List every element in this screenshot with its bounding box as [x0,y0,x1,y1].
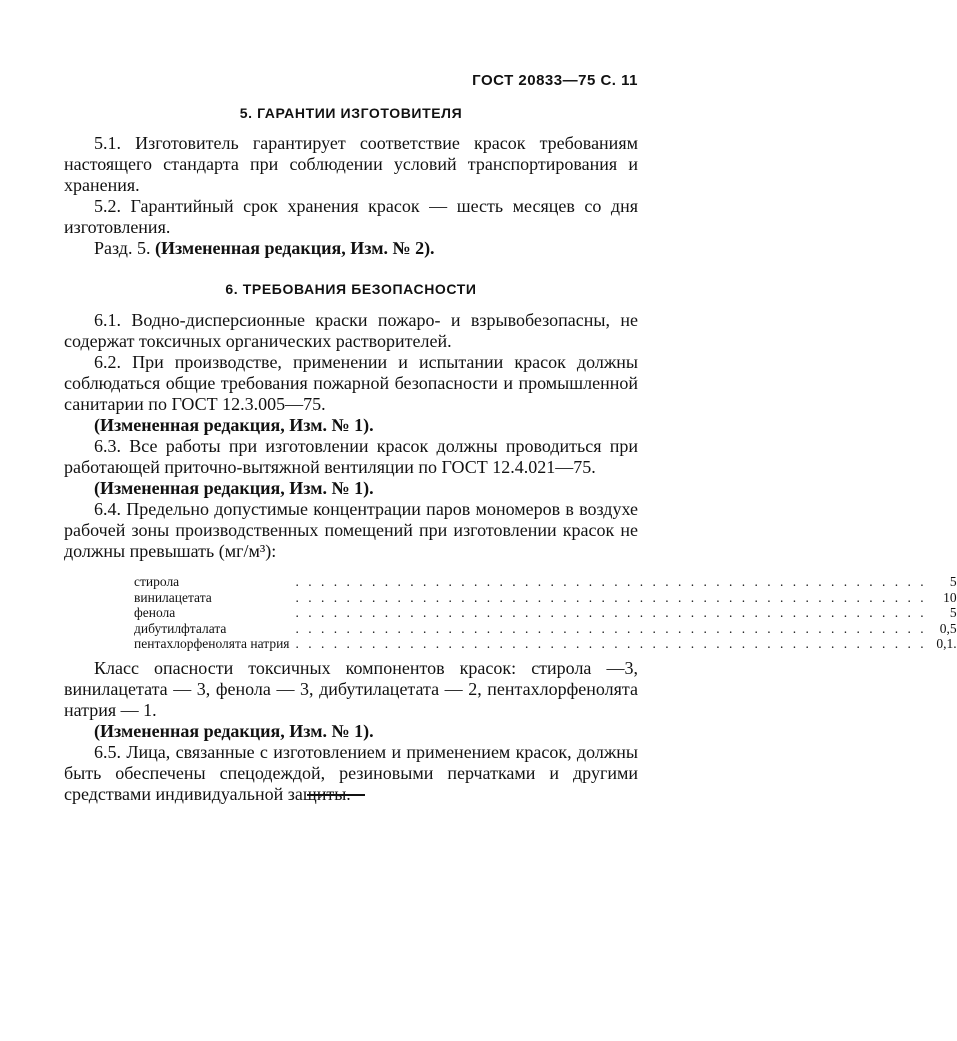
substance-name: пентахлорфенолята натрия [134,636,290,651]
paragraph-hazard-class: Класс опасности токсичных компонентов красок: стирола —3, винилацетата — 3, фенола — 3, дибутилацетата — 2, пентахлорфенолята натрия — 1. [64,657,638,720]
page-header: ГОСТ 20833—75 С. 11 [472,72,638,89]
paragraph-5-1: 5.1. Изготовитель гарантирует соответствие красок требованиям настоящего стандарта при соблюдении условий транспортирования и хранения. [64,133,638,195]
table-row [134,621,957,637]
dot-leader [296,574,927,590]
paragraph-6-2: 6.2. При производстве, применении и испытании красок должны соблюдаться общие требования пожарной безопасности и промышленной санитарии по ГОСТ 12.3.005—75. [64,352,638,414]
substance-name: фенола [134,605,176,620]
concentration-value: 0,1. [936,636,957,651]
concentration-value: 0,5 [939,620,957,636]
paragraph-6-1: 6.1. Водно-дисперсионные краски пожаро- и взрывобезопасны, не содержат токсичных органических растворителей. [64,310,638,351]
table-row [134,574,957,590]
amendment-note: (Измененная редакция, Изм. № 1). [94,415,374,435]
end-rule [307,794,365,796]
concentration-value: 5 [949,605,957,620]
paragraph-6-4: 6.4. Предельно допустимые концентрации паров мономеров в воздухе рабочей зоны производственных помещений при изготовлении красок не должны превышать (мг/м³): [64,499,638,561]
dot-leader [296,590,927,606]
paragraph-5-2: 5.2. Гарантийный срок хранения красок — шесть месяцев со дня изготовления. [64,196,638,237]
paragraph-5-amendment [64,238,638,259]
substance-name: дибутилфталата [134,620,227,636]
substance-name: стирола [134,574,180,589]
paragraph-6-3: 6.3. Все работы при изготовлении красок должны проводиться при работающей приточно-вытяжной вентиляции по ГОСТ 12.4.021—75. [64,436,638,477]
concentration-table [134,574,957,652]
table-row [134,605,957,621]
amendment-note: (Измененная редакция, Изм. № 1). [94,478,374,498]
table-row [134,590,957,606]
amendment-note: (Измененная редакция, Изм. № 2). [154,238,435,258]
section-6-title: 6. ТРЕБОВАНИЯ БЕЗОПАСНОСТИ [225,281,477,297]
dot-leader [296,605,927,621]
section-5-title: 5. ГАРАНТИИ ИЗГОТОВИТЕЛЯ [239,105,463,121]
concentration-value: 10 [943,589,957,605]
section-reference: Разд. 5. [94,238,155,258]
document-body [64,102,957,805]
table-row [134,636,957,652]
dot-leader [296,621,927,637]
substance-name: винилацетата [134,589,212,605]
dot-leader [296,636,927,652]
paragraph-6-5: 6.5. Лица, связанные с изготовлением и применением красок, должны быть обеспечены спецодеждой, резиновыми перчатками и другими средствами индивидуальной защиты. [64,741,638,804]
amendment-note: (Измененная редакция, Изм. № 1). [94,720,374,741]
concentration-value: 5 [949,574,957,589]
